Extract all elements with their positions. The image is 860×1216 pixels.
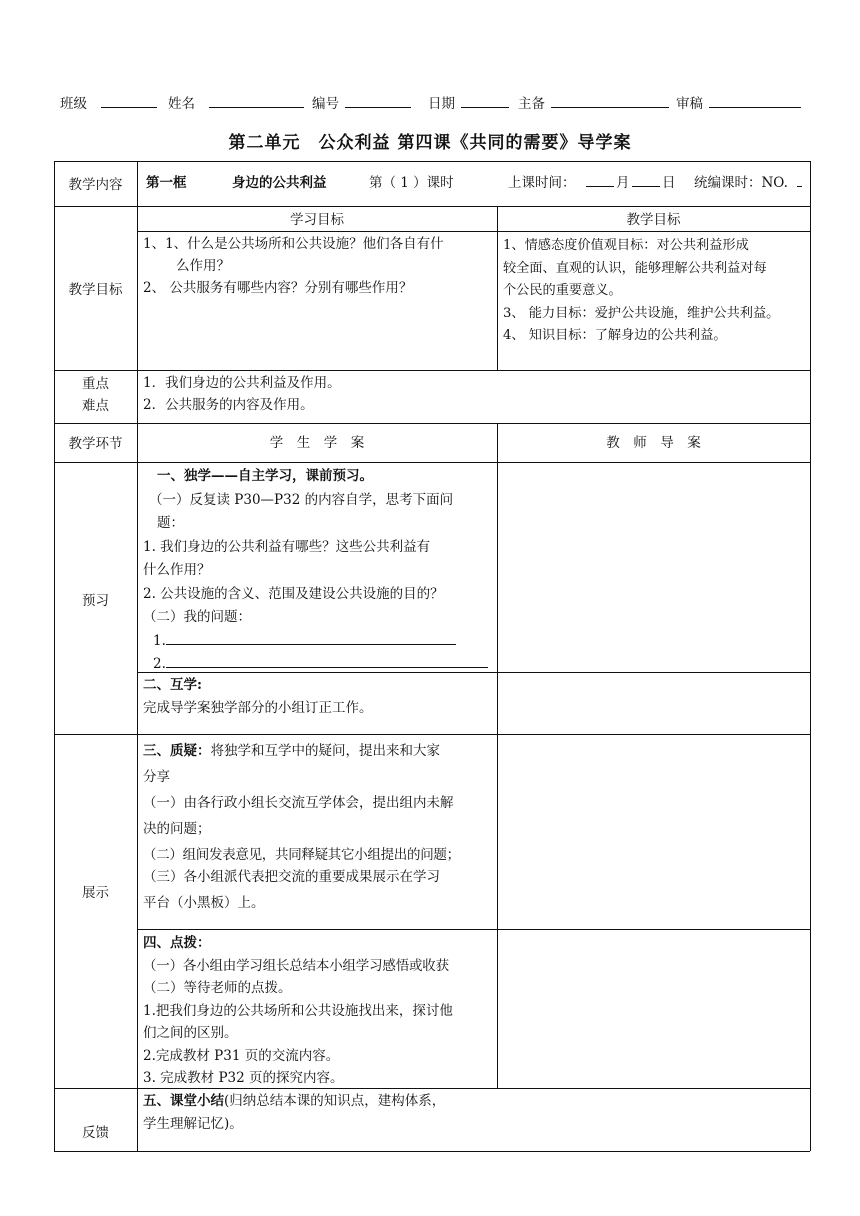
date-label: 日期 xyxy=(428,96,455,112)
preview-heading: 一、独学——自主学习，课前预习。 xyxy=(157,468,373,484)
learning-objectives-header: 学习目标 xyxy=(290,212,344,228)
feedback-content xyxy=(143,1090,497,1135)
row-divider xyxy=(54,423,810,424)
preview-question: 1. 我们身边的公共利益有哪些？这些公共利益有 xyxy=(143,538,431,555)
guidance-content xyxy=(143,932,497,1090)
day-label: 日 xyxy=(662,175,676,191)
display-line: （一）由各行政小组长交流互学体会，提出组内未解 xyxy=(143,795,454,811)
preview-part1-line: 题： xyxy=(157,515,184,531)
row-divider xyxy=(54,462,810,463)
preview-content xyxy=(143,465,495,677)
key-points-list xyxy=(143,372,803,416)
learning-objective-line: 2、 公共服务有哪些内容？分别有哪些作用？ xyxy=(143,280,413,296)
table-border-bottom xyxy=(54,1151,810,1152)
learning-objective-line: 么作用？ xyxy=(176,258,230,274)
my-question-1 xyxy=(143,630,495,654)
display-line: （三）各小组派代表把交流的重要成果展示在学习 xyxy=(143,869,440,885)
guidance-line: （二）等待老师的点拨。 xyxy=(143,980,292,996)
my-question-2-number: 2. xyxy=(153,656,166,672)
display-line: 平台（小黑板）上。 xyxy=(143,895,265,911)
key-label: 重点 xyxy=(82,376,109,392)
display-heading-rest: 将独学和互学中的疑问，提出来和大家 xyxy=(210,743,440,759)
table-border-left xyxy=(54,161,55,1151)
learning-objective-line: 1、1、什么是公共场所和公共设施？他们各自有什 xyxy=(143,236,444,252)
month-blank[interactable] xyxy=(586,172,614,187)
key-point-line: 2．公共服务的内容及作用。 xyxy=(143,397,314,413)
mutual-heading: 二、互学: xyxy=(143,677,202,693)
number-label: 编号 xyxy=(312,96,339,112)
preview-label: 预习 xyxy=(82,593,109,609)
date-blank[interactable] xyxy=(461,92,509,108)
feedback-heading xyxy=(143,1090,497,1113)
feedback-label: 反馈 xyxy=(82,1125,109,1141)
reviewer-blank[interactable] xyxy=(709,92,801,108)
objectives-label: 教学目标 xyxy=(68,282,123,298)
preview-question: 什么作用？ xyxy=(143,562,211,578)
content-row xyxy=(146,172,806,196)
column-divider xyxy=(497,423,498,1088)
my-question-2-blank[interactable] xyxy=(166,653,488,668)
row-divider xyxy=(54,370,810,371)
preparer-blank[interactable] xyxy=(551,92,669,108)
guidance-line: 们之间的区别。 xyxy=(143,1025,238,1041)
class-field xyxy=(60,92,157,112)
table-border-top xyxy=(54,161,810,162)
feedback-line: 学生理解记忆)。 xyxy=(143,1115,243,1132)
teaching-objective-line: 1、情感态度价值观目标：对公共利益形成 xyxy=(503,238,749,253)
day-blank[interactable] xyxy=(632,172,660,187)
page-title: 第二单元 公众利益 第四课《共同的需要》导学案 xyxy=(228,133,632,153)
teacher-plan-header: 教 师 导 案 xyxy=(606,435,701,451)
number-field xyxy=(312,92,411,112)
reviewer-field xyxy=(676,92,801,112)
guidance-line: （一）各小组由学习组长总结本小组学习感悟或收获 xyxy=(143,957,449,974)
guidance-line: 2.完成教材 P31 页的交流内容。 xyxy=(143,1047,340,1064)
teaching-objective-line: 3、 能力目标：爱护公共设施，维护公共利益。 xyxy=(503,305,780,321)
date-field xyxy=(428,92,509,112)
feedback-heading-rest: (归纳总结本课的知识点，建构体系， xyxy=(224,1093,446,1109)
content-label: 教学内容 xyxy=(68,177,123,193)
reviewer-label: 审稿 xyxy=(676,96,703,112)
name-field xyxy=(168,92,304,112)
guidance-heading: 四、点拨： xyxy=(143,935,211,951)
display-heading-bold: 三、质疑： xyxy=(143,743,211,759)
display-content xyxy=(143,738,497,916)
display-label: 展示 xyxy=(82,885,109,901)
student-info-line xyxy=(60,92,805,114)
preview-question: 2. 公共设施的含义、范围及建设公共设施的目的？ xyxy=(143,585,444,602)
lesson-plan-table xyxy=(54,161,810,1151)
class-time-label: 上课时间： xyxy=(508,175,576,191)
guidance-line: 3. 完成教材 P32 页的探究内容。 xyxy=(143,1070,344,1086)
teaching-objective-line: 4、 知识目标：了解身边的公共利益。 xyxy=(503,328,727,343)
display-heading xyxy=(143,738,497,764)
name-blank[interactable] xyxy=(209,92,304,108)
my-question-1-number: 1. xyxy=(153,632,166,649)
period-label: 第（ 1 ）课时 xyxy=(369,175,454,191)
learning-objectives-list xyxy=(143,233,495,299)
table-border-right xyxy=(810,161,811,1151)
name-label: 姓名 xyxy=(168,96,195,112)
row-divider xyxy=(137,929,810,930)
mutual-text: 完成导学案独学部分的小组订正工作。 xyxy=(143,700,373,716)
class-label: 班级 xyxy=(60,96,87,112)
guidance-line: 1.把我们身边的公共场所和公共设施找出来，探讨他 xyxy=(143,1002,453,1019)
display-line: 分享 xyxy=(143,769,170,785)
teaching-objectives-header: 教学目标 xyxy=(626,212,681,228)
my-question-2 xyxy=(143,653,495,677)
label-column-divider xyxy=(137,161,138,1151)
teaching-objectives-list xyxy=(503,235,808,348)
series-blank[interactable] xyxy=(797,172,802,187)
difficulty-label: 难点 xyxy=(82,398,109,414)
teaching-objective-line: 个公民的重要意义。 xyxy=(503,283,622,298)
preview-part2: （二）我的问题： xyxy=(143,609,251,625)
row-divider xyxy=(54,734,810,735)
month-label: 月 xyxy=(616,175,630,191)
display-line: 决的问题； xyxy=(143,821,211,837)
feedback-heading-bold: 五、课堂小结 xyxy=(143,1093,224,1109)
stages-label: 教学环节 xyxy=(68,436,123,452)
row-divider xyxy=(137,231,810,232)
my-question-1-blank[interactable] xyxy=(166,630,456,645)
key-points-label xyxy=(54,373,137,417)
key-point-line: 1．我们身边的公共利益及作用。 xyxy=(143,375,341,391)
preview-part1-line: （一）反复读 P30—P32 的内容自学，思考下面问 xyxy=(149,491,454,508)
row-divider xyxy=(54,206,810,207)
student-plan-header: 学 生 学 案 xyxy=(269,435,365,451)
number-blank[interactable] xyxy=(345,92,411,108)
series-label: 统编课时：NO. xyxy=(694,175,788,191)
preparer-field xyxy=(518,92,669,112)
topic-label: 身边的公共利益 xyxy=(232,175,327,191)
frame-label: 第一框 xyxy=(146,175,187,191)
display-line: （二）组间发表意见，共同释疑其它小组提出的问题； xyxy=(143,847,460,863)
teaching-objective-line: 较全面、直观的认识，能够理解公共利益对每 xyxy=(503,260,767,276)
preparer-label: 主备 xyxy=(518,96,545,112)
class-blank[interactable] xyxy=(101,92,157,108)
mutual-content xyxy=(143,674,495,720)
